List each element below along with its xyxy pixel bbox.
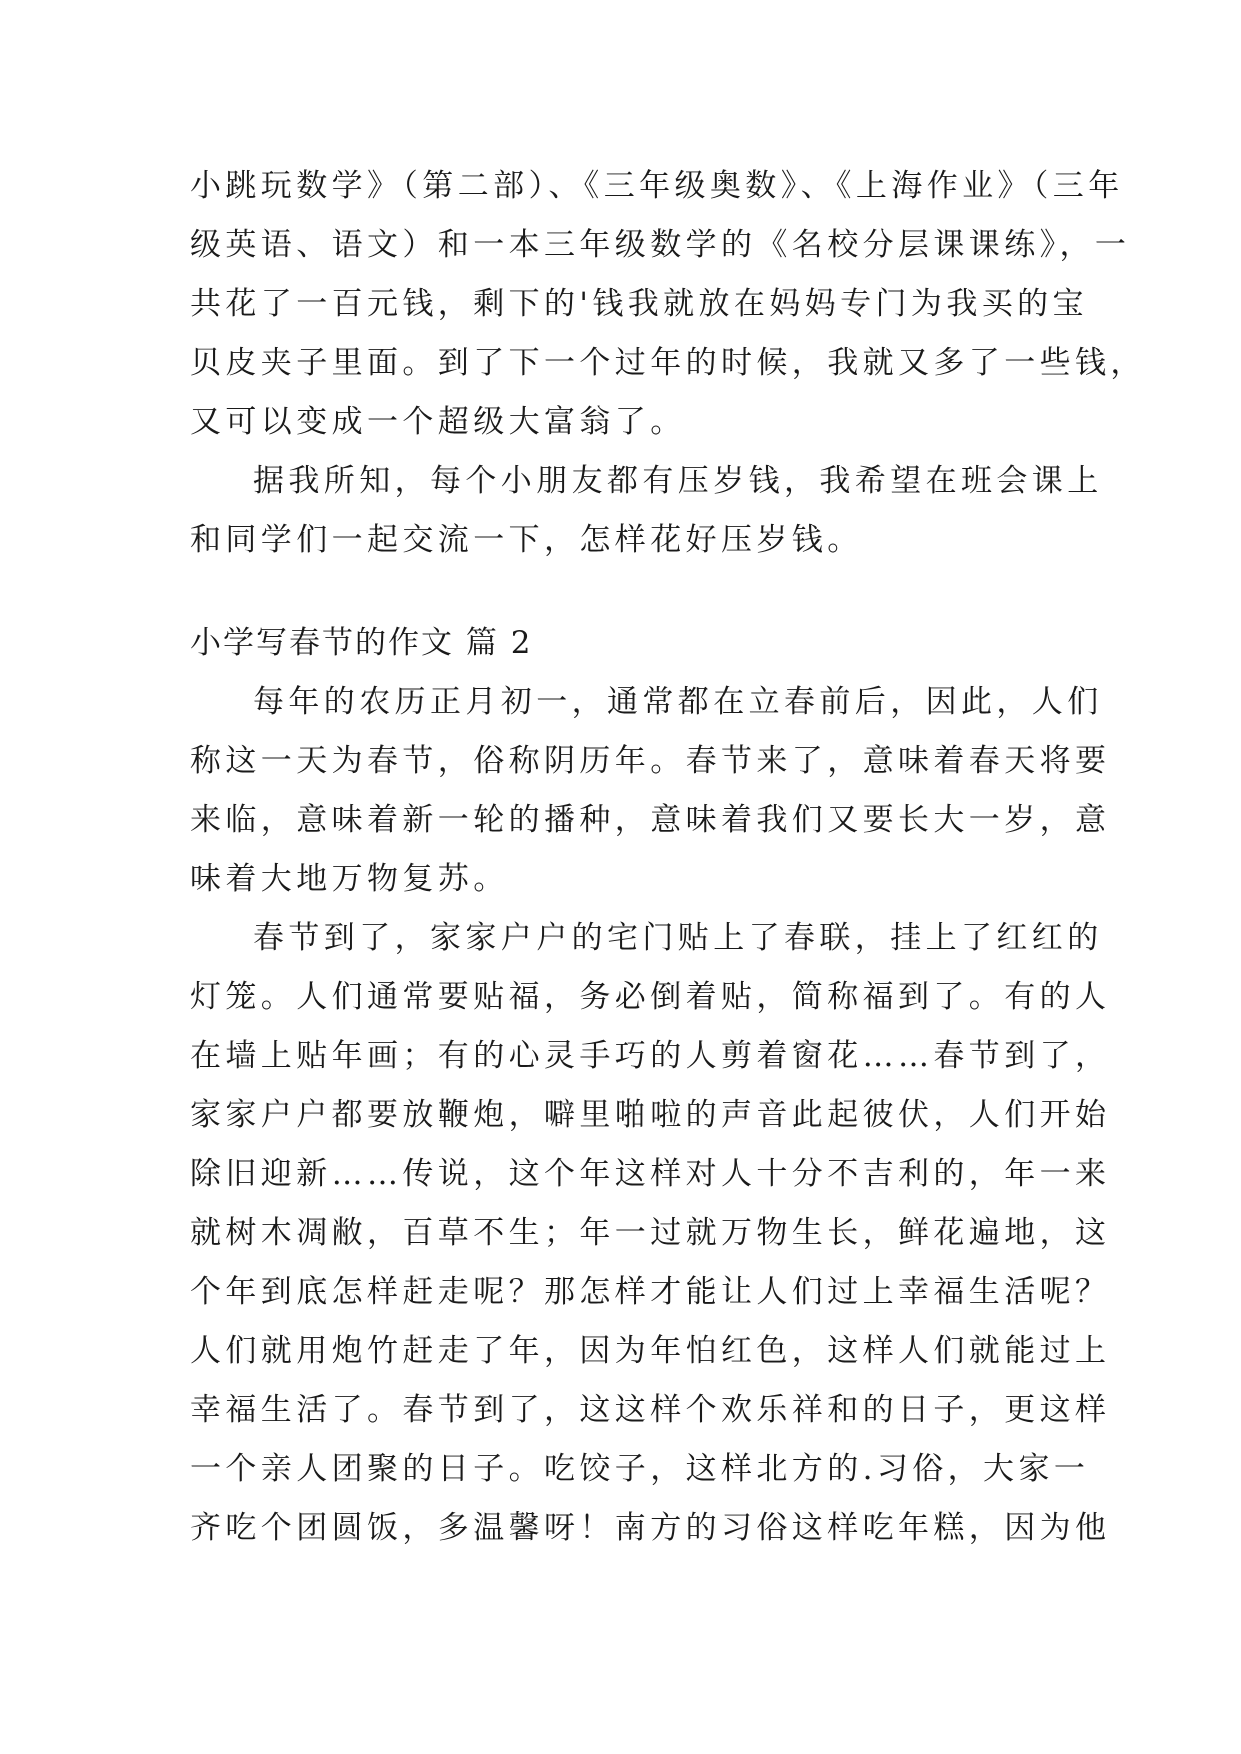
- paragraph-line: 幸福生活了。春节到了，这这样个欢乐祥和的日子，更这样: [190, 1392, 1111, 1428]
- paragraph-line: 家家户户都要放鞭炮，噼里啪啦的声音此起彼伏，人们开始: [190, 1097, 1111, 1133]
- paragraph-line: 在墙上贴年画；有的心灵手巧的人剪着窗花……春节到了，: [190, 1038, 1111, 1074]
- paragraph-line: 就树木凋敝，百草不生；年一过就万物生长，鲜花遍地，这: [190, 1215, 1111, 1251]
- paragraph-line: 小跳玩数学》（第二部）、《三年级奥数》、《上海作业》（三年: [190, 168, 1124, 204]
- paragraph-line: 个年到底怎样赶走呢？那怎样才能让人们过上幸福生活呢？: [190, 1274, 1111, 1310]
- paragraph-line: 来临，意味着新一轮的播种，意味着我们又要长大一岁，意: [190, 802, 1111, 838]
- paragraph-line: 春节到了，家家户户的宅门贴上了春联，挂上了红红的: [253, 920, 1103, 956]
- paragraph-line: 一个亲人团聚的日子。吃饺子，这样北方的.习俗，大家一: [190, 1451, 1090, 1487]
- paragraph-line: 据我所知，每个小朋友都有压岁钱，我希望在班会课上: [253, 463, 1103, 499]
- paragraph-line: 灯笼。人们通常要贴福，务必倒着贴，简称福到了。有的人: [190, 979, 1111, 1015]
- paragraph-line: 齐吃个团圆饭，多温馨呀！南方的习俗这样吃年糕，因为他: [190, 1510, 1111, 1546]
- section-heading: 小学写春节的作文 篇 2: [190, 625, 533, 661]
- paragraph-line: 每年的农历正月初一，通常都在立春前后，因此，人们: [253, 684, 1103, 720]
- paragraph-line: 级英语、语文）和一本三年级数学的《名校分层课课练》，一: [190, 227, 1131, 263]
- paragraph-line: 又可以变成一个超级大富翁了。: [190, 404, 686, 440]
- paragraph-line: 共花了一百元钱，剩下的'钱我就放在妈妈专门为我买的宝: [190, 286, 1088, 322]
- paragraph-line: 人们就用炮竹赶走了年，因为年怕红色，这样人们就能过上: [190, 1333, 1111, 1369]
- paragraph-line: 味着大地万物复苏。: [190, 861, 509, 897]
- paragraph-line: 除旧迎新……传说，这个年这样对人十分不吉利的，年一来: [190, 1156, 1111, 1192]
- paragraph-line: 贝皮夹子里面。到了下一个过年的时候，我就又多了一些钱，: [190, 345, 1146, 381]
- paragraph-line: 和同学们一起交流一下，怎样花好压岁钱。: [190, 522, 863, 558]
- paragraph-line: 称这一天为春节，俗称阴历年。春节来了，意味着春天将要: [190, 743, 1111, 779]
